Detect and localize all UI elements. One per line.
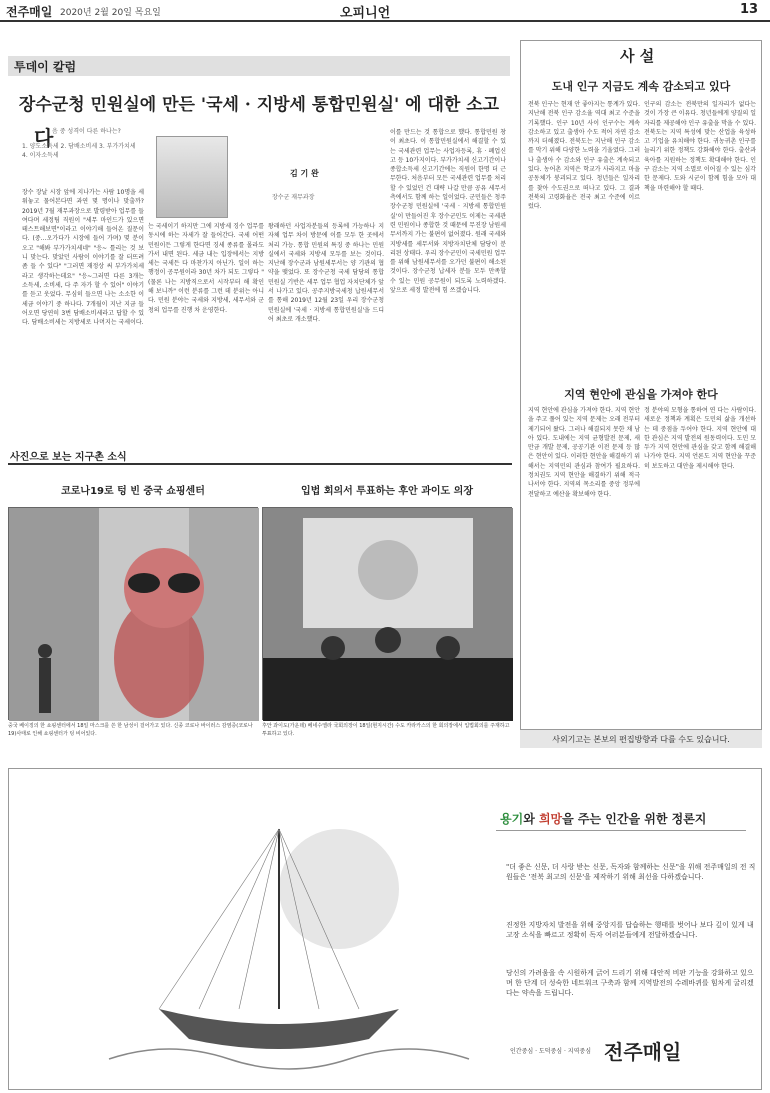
photo-title-2: 입법 회의서 투표하는 후안 과이도 의장 xyxy=(301,486,473,497)
masthead: 전주매일 xyxy=(6,5,53,19)
editorial-text-1: 전북 인구는 현재 안 좋아지는 통계가 있다. 지난해 전북 인구 감소율 역대 최고 수준을 기록했다. 인구 10년 사이 인구수는 계속 감소하고 있고 출생아 수도 적어 자연 감소까지 더해졌다. 전북도는 지난해 인구 감소를 막기 위해 다양한 노력을 기울였다. 그러나 출생아 수 감소와 인구 유출은 계속되고 있다. 농어촌 지역은 학교가 사라지고 마을 공동체가 붕괴되고 있다. 청년들은 일자리를 찾아 수도권으로 떠나고 있다. 그 결과 전북의 고령화율은 전국 최고 수준에 이르렀다. xyxy=(528,101,640,211)
editorial-text-4: 정 분야의 모형을 통하여 연 다는 사람이다. 새로운 정책과 계획은 도민의 삶을 개선하는 데 중점을 두어야 한다. 지역 현안에 대한 관심은 지역 발전의 원동력이다. 도민 모두가 지역 현안에 관심을 갖고 함께 해결해 나가야 한다. 지역 언론도 지역 현안을 꾸준히 보도하고 대안을 제시해야 한다. xyxy=(644,407,756,470)
ad-paragraph-2: 진정한 지방자치 발전을 위해 중앙지를 답습하는 행태를 벗어나 보다 깊이 있게 내 고장 소식을 빠르고 정확히 독자 여러분들에게 전달하겠습니다. xyxy=(506,921,754,939)
photo-shopping-center xyxy=(8,507,258,720)
column-lead: 음 중 성격이 다른 하나는? xyxy=(52,128,121,135)
ad-divider xyxy=(496,830,746,831)
ad-paragraph-1: "더 좋은 신문, 더 사랑 받는 신문, 독자와 함께하는 신문"을 위해 전주매일의 전 직원들은 '전북 최고의 신문'을 제작하기 위해 최선을 다하겠습니다. xyxy=(506,863,756,881)
column-text-1: 장수 장날 시장 앞에 지나가는 사람 10명을 세워놓고 물어본다면 과연 몇 명이나 맞출까? 2019년 7월 재무과장으로 발령받아 업무를 들여다며 세정팀 직원이 "세무 마인드가 있으면 테스트해보면"이라고 이야기해 들어온 질문이다. (중…오가다가 시장에 들어 가며) 몇 분이 오고 "해봐 부가가치세네" "응~ 틀리는 것 보니 맞는다. 맞았던 사람이 이야기를 잘 터뜨려 좀 들 수 있다" "그러면 재정상 써 부가가치세라고 생각하는데요" "응~그러면 다른 3개는 소득세, 소비세, 다 주 자가 할 수 있어" 이야기를 듣고 웃었다. 무심히 들으면 나는 소소한 이 세금 이야기 중 하나다. 7개월이 지난 지금 들어오면 당연히 3번 담배소비세라고 답할 수 있다. 담배소비세는 지방세로 나머지는 국세이다. xyxy=(22,189,144,327)
photo-caption-2: 후안 과이도(가운데) 베네수엘라 국회의장이 18일(현지시간) 수도 카라카스의 한 회의장에서 입법회의를 주재하고 투표하고 있다. xyxy=(262,723,510,737)
photo-title-1: 코로나19로 텅 빈 중국 쇼핑센터 xyxy=(61,486,205,497)
dropcap: 다 xyxy=(34,126,54,150)
editorial-tag: 사 설 xyxy=(620,47,655,65)
photo-caption-1: 중국 베이징의 한 쇼핑센터에서 18일 마스크를 쓴 한 남성이 걸어가고 있다. 신종 코로나 바이러스 감염증(코로나19)사태로 인해 쇼핑센터가 텅 비어있다. xyxy=(8,723,253,737)
column-text-2: 는 국세이기 하지만 그에 지방세 징수 업무를 동시에 하는 자세가 잘 들어간다. 국세 어떤 민원이든 그렇게 한다면 징세 종류를 몰라도 가서 내면 된다. 세금 내는 입장에서는 지방세는 국세든 다 마찬가지 아닌가. 일이 하는 행정이 공무원이라 30년 차가 되도 그렇다 "(물론 나는 지방직으로서 시작부터 해 확인해 보니까" 이런 분류를 그런 데 분위는 아니다. 민원 분야는 국세와 지방세, 세무서와 군청의 업무를 진행 차 운영한다. xyxy=(148,223,264,314)
column-tag: 투데이 칼럼 xyxy=(8,56,510,76)
column-options: 1. 양도소득세 2. 담배소비세 3. 부가가치세 4. 이자소득세 xyxy=(22,143,136,159)
photo-assembly xyxy=(262,507,512,720)
column-text-4: 이를 만드는 것 통합으로 했다. 통합민원 창이 최초다. 이 통합민원실에서 해결할 수 있는 국세관련 업무는 사업자등록, 휴 · 폐업신고 등 10가지이다. 부가가치세 신고기간이나 종합소득세 신고기간에는 직원이 한명 더 근무한다. 처음부터 모든 국세관련 업무를 처리할 수 있었던 건 대략 나갈 만큼 공유 세무서 측에서도 함께 하는 일이었다. 군민들은 청주 장수군청 민원실에 '국세 · 지방세 통합민원실'이 만들어진 후 장수군민도 이제는 국세관련 민원이나 종합한 것 때문에 무진장 남원세무서까지 가는 불편이 없어졌다. 원래 국세와 지방세를 세무서와 지방자치단체 담당이 분리된 상태다. 우리 장수군민이 국세민원 업무를 위해 남원세무서를 오가던 불편이 해소된 것이다. 장수군청 납세자 분들 모두 만족할 수 있는 민원 공무원이 되도록 노력하겠다. 앞으로 세정 발전에 힘 쓰겠습니다. xyxy=(390,129,506,295)
page-number: 13 xyxy=(740,2,759,17)
ad-slogan: 인간중심 · 도덕중심 · 지역중심 xyxy=(510,1048,591,1055)
editorial-text-3: 지역 현안에 관심을 가져야 한다. 지역 현안을 주고 풀어 있는 지역 문제는 오래 전부터 제기되어 왔다. 그러나 해결되지 못한 채 남아 있다. 도내에는 지역 균형발전 문제, 새만금 개발 문제, 공공기관 이전 문제 등 많은 현안이 있다. 이러한 현안을 해결하기 위해서는 지역민의 관심과 참여가 필요하다. 정치권도 지역 현안을 해결하기 위해 적극 나서야 한다. 지역의 목소리를 중앙 정부에 전달하고 예산을 확보해야 한다. xyxy=(528,407,640,498)
issue-date: 2020년 2월 20일 목요일 xyxy=(60,8,161,18)
author-title: 장수군 재무과장 xyxy=(272,194,315,201)
editorial-title-2: 지역 현안에 관심을 가져야 한다 xyxy=(564,388,718,401)
column-title: 장수군청 민원실에 만든 '국세 · 지방세 통합민원실' 에 대한 소고 xyxy=(18,95,500,115)
ad-headline: 용기와 희망을 주는 인간을 위한 정론지 xyxy=(500,812,707,826)
author-photo xyxy=(156,136,228,218)
editorial-text-2: 인구의 감소는 전북만의 일자리가 없다는 것이 가장 큰 이유다. 청년들에게 양질의 일자리를 제공해야 인구 유출을 막을 수 있다. 전북도는 지역 특성에 맞는 산업을 육성하고 기업을 유치해야 한다. 귀농귀촌 인구를 늘리기 위한 정책도 강화해야 한다. 출산과 육아를 지원하는 정책도 확대해야 한다. 인구 감소는 지역 소멸로 이어질 수 있는 심각한 문제다. 도와 시군이 함께 힘을 모아 대책을 마련해야 할 때다. xyxy=(644,101,756,192)
editorial-note: 사외기고는 본보의 편집방향과 다를 수도 있습니다. xyxy=(520,730,762,748)
editorial-title-1: 도내 인구 지금도 계속 감소되고 있다 xyxy=(551,80,731,93)
ad-brand: 전주매일 xyxy=(604,1040,682,1064)
ad-paragraph-3: 당신의 가려움을 속 시원하게 긁어 드리기 위해 대안적 비판 기능을 강화하고 있으며 한 단계 더 성숙한 네트워크 구축과 함께 지역발전의 수레바퀴를 힘차게 굴리겠다는 약속을 드립니다. xyxy=(506,969,754,997)
author-name: 김 기 완 xyxy=(290,169,319,178)
column-text-3: 왕래하던 사업자분들의 등록에 가능하나 지자체 업무 차이 방문에 이를 모두 한 곳에서 처리 가능. 통합 민원의 특징 중 하나는 민원실에서 국세와 지방세 모두를 보는 것이다. 지난해 장수군과 남원세무서는 양 기관의 협약을 맺었다. 또 장수군청 국세 담당의 통합민원실 기반은 세무 업무 협업 자치단체가 앞서 나가고 있다. 공주지방국세청 납원세무서를 통해 2019년 12월 23일 우리 장수군청 민원실에 '국세 · 지방세 통합민원실'을 드디어 최초로 개소했다. xyxy=(268,223,384,323)
photo-news-title: 사진으로 보는 지구촌 소식 xyxy=(10,452,127,463)
ship-illustration xyxy=(9,769,489,1089)
section-title: 오피니언 xyxy=(340,6,391,21)
